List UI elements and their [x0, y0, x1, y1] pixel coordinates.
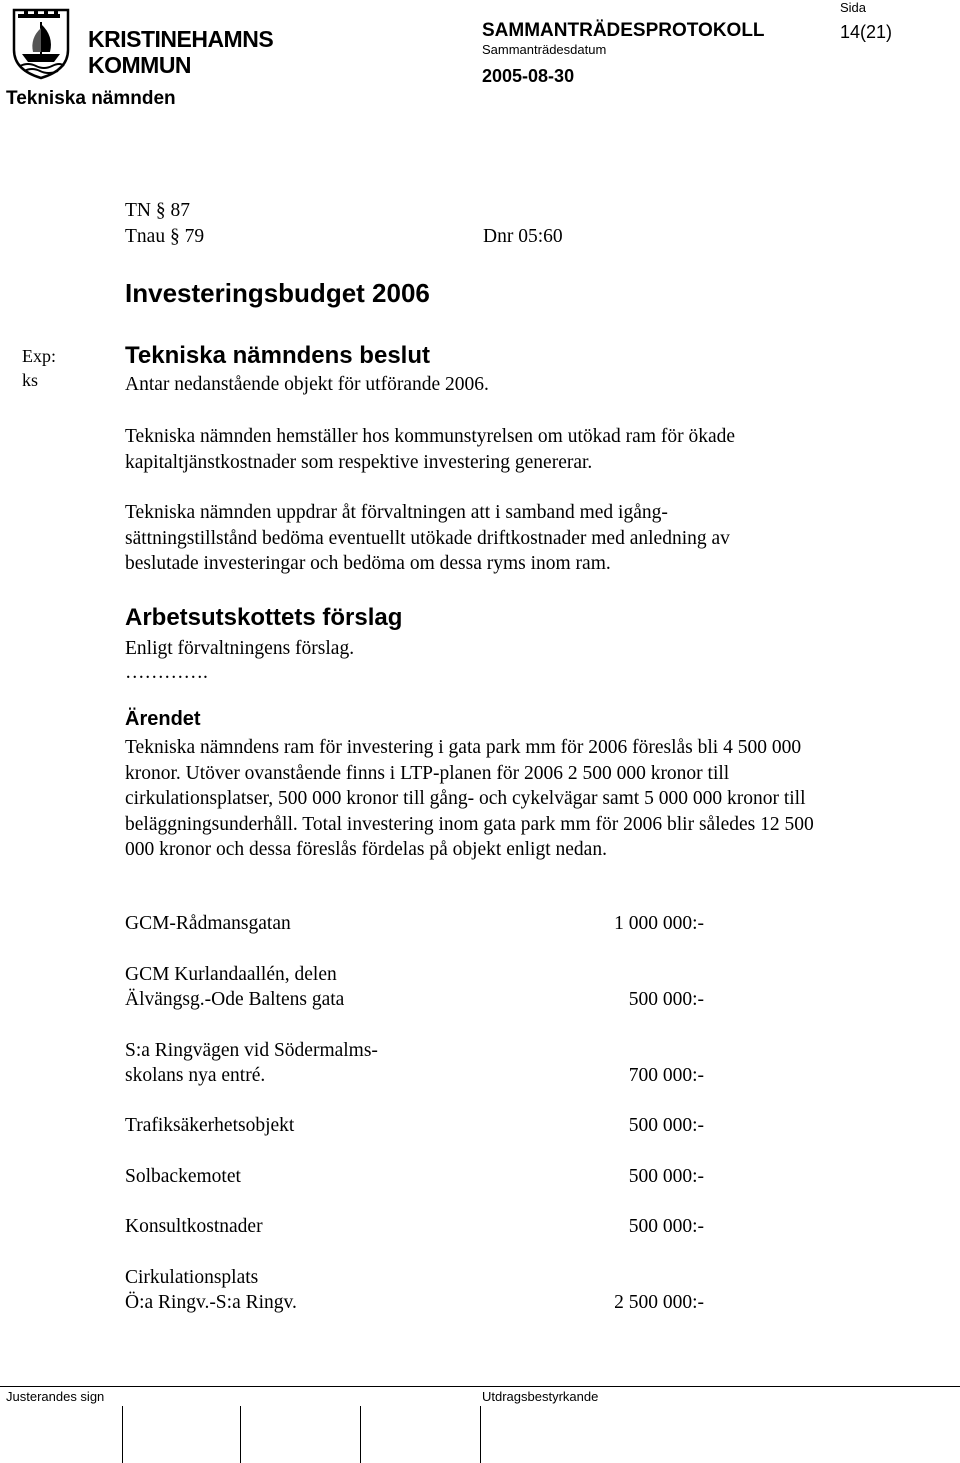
- adjuster-signature-label: Justerandes sign: [6, 1389, 105, 1404]
- meeting-date: 2005-08-30: [482, 66, 575, 86]
- budget-item-name: GCM Kurlandaallén, delen: [125, 964, 337, 985]
- committee-proposal-text: Enligt förvaltningens förslag.: [125, 638, 355, 659]
- expedition-value: ks: [22, 370, 39, 390]
- ship-crest-icon: [10, 6, 72, 80]
- decision-paragraph-2: Tekniska nämnden uppdrar åt förvaltningen att i samband med igång- sättningstillstånd bedöma eventuellt utökade driftkostnader med anledning av beslutade investeringar och bedöma om dessa ryms inom ram.: [125, 502, 730, 574]
- budget-item-amount: 500 000:-: [628, 1166, 704, 1187]
- budget-item-name-cont: Älvängsg.-Ode Baltens gata: [125, 989, 345, 1010]
- tnau-paragraph-ref: Tnau § 79: [125, 226, 205, 247]
- signature-box-divider: [360, 1406, 361, 1463]
- budget-item-name: Trafiksäkerhetsobjekt: [125, 1115, 295, 1136]
- budget-item-name-cont: Ö:a Ringv.-S:a Ringv.: [125, 1292, 297, 1313]
- document-type: SAMMANTRÄDESPROTOKOLL: [482, 20, 765, 41]
- org-name-line1: KRISTINEHAMNS: [88, 26, 274, 52]
- budget-item-name: GCM-Rådmansgatan: [125, 913, 291, 934]
- budget-item-amount: 500 000:-: [628, 1115, 704, 1136]
- budget-item-name-cont: skolans nya entré.: [125, 1065, 266, 1086]
- budget-item-name: Cirkulationsplats: [125, 1267, 259, 1288]
- signature-box-divider: [122, 1406, 123, 1463]
- footer-divider: [0, 1386, 960, 1387]
- kommun-logo: [10, 6, 274, 82]
- decision-paragraph-1: Tekniska nämnden hemställer hos kommunstyrelsen om utökad ram för ökade kapitaltjänstkostnader som respektive investering genererar.: [125, 426, 736, 473]
- budget-item-amount: 1 000 000:-: [614, 913, 704, 934]
- decision-heading: Tekniska nämndens beslut: [125, 342, 430, 369]
- page-title: Investeringsbudget 2006: [125, 278, 430, 308]
- separator-dots: ………….: [125, 662, 208, 683]
- committee-proposal-heading: Arbetsutskottets förslag: [125, 604, 403, 631]
- budget-item-amount: 500 000:-: [628, 1216, 704, 1237]
- matter-text: Tekniska nämndens ram för investering i gata park mm för 2006 föreslås bli 4 500 000 kronor. Utöver ovanstående finns i LTP-planen för 2006 2 500 000 kronor till cirkulationsplatser, 500 000 kronor till gång- och cykelvägar samt 5 000 000 kronor till beläggningsunderhåll. Total investering inom gata park mm för 2006 blir således 12 500 000 kronor och dessa föreslås fördelas på objekt enligt nedan.: [125, 737, 814, 860]
- matter-heading: Ärendet: [125, 708, 201, 730]
- decision-text: Antar nedanstående objekt för utförande 2006.: [125, 374, 489, 395]
- page-label: Sida: [840, 0, 867, 15]
- page-number: 14(21): [840, 22, 893, 42]
- tn-paragraph-ref: TN § 87: [125, 200, 190, 221]
- expedition-label: Exp:: [22, 346, 56, 366]
- budget-item-name: Solbackemotet: [125, 1166, 241, 1187]
- budget-item-amount: 500 000:-: [628, 989, 704, 1010]
- extract-certification-label: Utdragsbestyrkande: [482, 1389, 599, 1404]
- signature-box-divider: [480, 1406, 481, 1463]
- budget-item-name: S:a Ringvägen vid Södermalms-: [125, 1040, 378, 1061]
- budget-item-name: Konsultkostnader: [125, 1216, 263, 1237]
- budget-item-amount: 2 500 000:-: [614, 1292, 704, 1313]
- department-name: Tekniska nämnden: [6, 88, 176, 109]
- budget-item-amount: 700 000:-: [628, 1065, 704, 1086]
- diary-number: Dnr 05:60: [483, 226, 563, 247]
- meeting-date-label: Sammanträdesdatum: [482, 42, 607, 57]
- org-name-line2: KOMMUN: [88, 52, 192, 78]
- signature-box-divider: [240, 1406, 241, 1463]
